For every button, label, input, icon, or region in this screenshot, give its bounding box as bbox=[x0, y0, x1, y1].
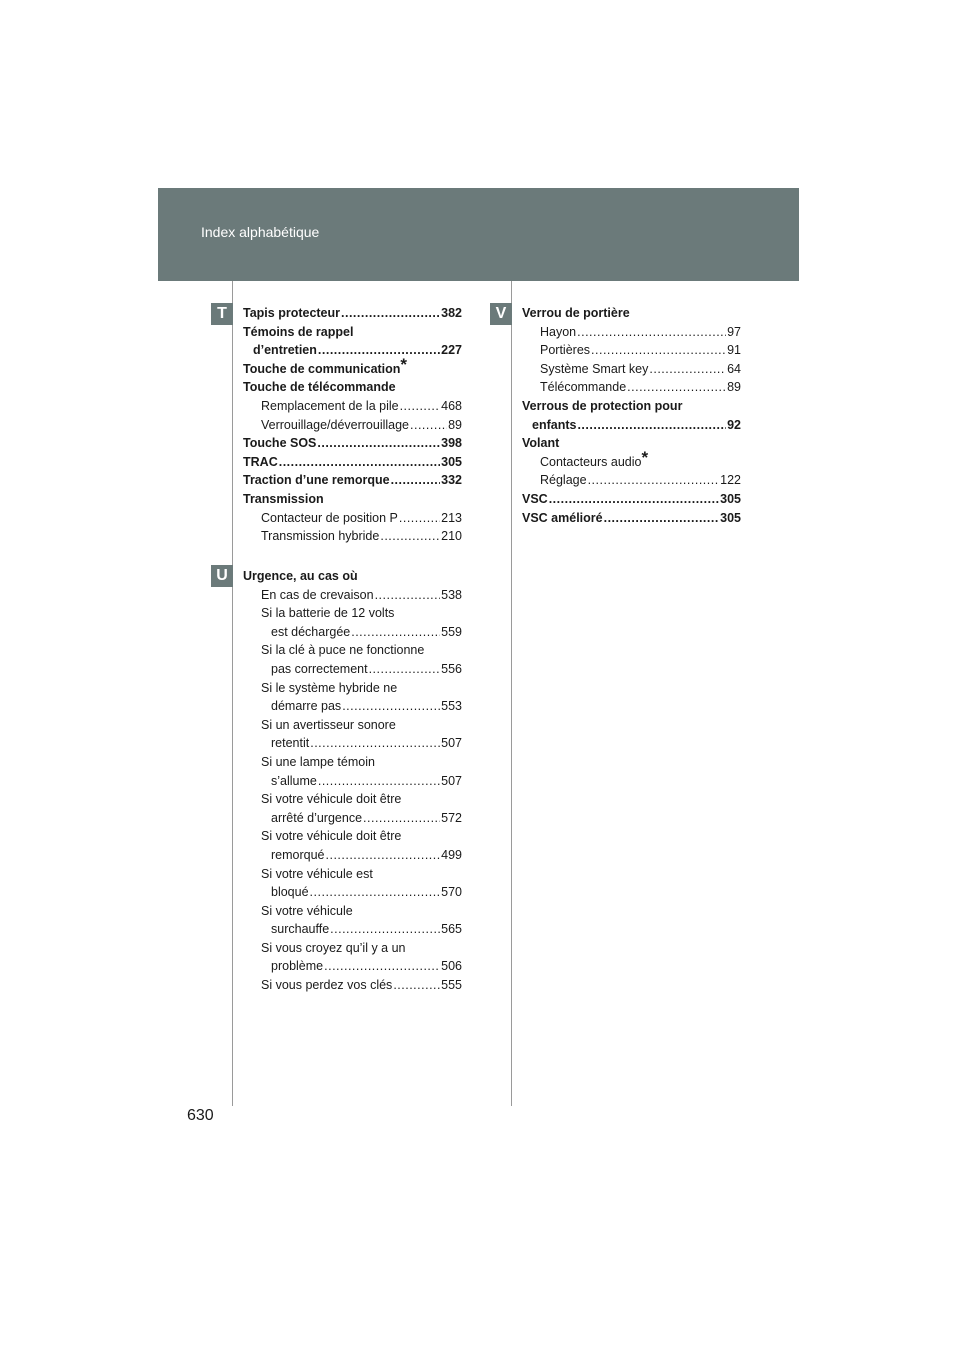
index-entry[interactable]: VSC ..... 305 bbox=[522, 490, 741, 509]
page-ref: 89 bbox=[727, 380, 741, 395]
page-ref: 64 bbox=[727, 361, 741, 376]
index-entry-heading: Transmission bbox=[243, 491, 324, 506]
index-entry-line: Témoins de rappel bbox=[243, 324, 354, 339]
index-entry-heading: Verrou de portière bbox=[522, 306, 630, 320]
index-subentry[interactable]: pas correctement ..... 556 bbox=[243, 660, 462, 679]
index-subentry[interactable]: retentit ..... 507 bbox=[243, 734, 462, 753]
index-subentry-line: Si votre véhicule doit être bbox=[261, 792, 402, 807]
index-subentry[interactable]: Réglage ..... 122 bbox=[522, 471, 741, 490]
letter-tab-t: T bbox=[211, 303, 233, 325]
page-ref: 92 bbox=[727, 417, 741, 432]
index-entry[interactable]: TRAC ..... 305 bbox=[243, 453, 462, 472]
index-subentry[interactable]: s’allume ..... 507 bbox=[243, 772, 462, 791]
page-ref: 332 bbox=[441, 473, 462, 488]
index-entry-line: Verrous de protection pour bbox=[522, 398, 683, 413]
page-ref: 538 bbox=[441, 587, 462, 602]
page-ref: 555 bbox=[441, 978, 462, 993]
index-subentry[interactable]: remorqué ..... 499 bbox=[243, 846, 462, 865]
index-entry[interactable]: Traction d’une remorque ..... 332 bbox=[243, 471, 462, 490]
letter-tab-v: V bbox=[490, 303, 512, 325]
index-subentry-line: Si la batterie de 12 volts bbox=[261, 606, 395, 621]
page-ref: 97 bbox=[727, 324, 741, 339]
page-ref: 506 bbox=[441, 959, 462, 974]
page-ref: 89 bbox=[448, 417, 462, 432]
index-entry[interactable]: VSC amélioré ..... 305 bbox=[522, 509, 741, 528]
page-ref: 507 bbox=[441, 773, 462, 788]
index-subentry[interactable]: Verrouillage/déverrouillage ..... 89 bbox=[243, 416, 462, 435]
index-column-left-t bbox=[243, 304, 462, 546]
header-band bbox=[158, 188, 799, 281]
index-subentry-heading: Contacteurs audio* bbox=[540, 447, 649, 469]
index-entry-heading: Touche de communication* bbox=[243, 354, 408, 376]
index-subentry[interactable]: bloqué ..... 570 bbox=[243, 883, 462, 902]
index-subentry[interactable]: problème ..... 506 bbox=[243, 957, 462, 976]
index-entry-heading: Volant bbox=[522, 436, 560, 451]
page-ref: 213 bbox=[441, 510, 462, 525]
index-subentry[interactable]: Remplacement de la pile ..... 468 bbox=[243, 397, 462, 416]
page-ref: 565 bbox=[441, 922, 462, 937]
page-ref: 305 bbox=[720, 510, 741, 525]
page-ref: 499 bbox=[441, 847, 462, 862]
asterisk-note: * bbox=[641, 447, 649, 467]
index-subentry-line: Si votre véhicule doit être bbox=[261, 829, 402, 844]
page-ref: 227 bbox=[441, 343, 462, 358]
column-divider-left bbox=[232, 281, 233, 1106]
index-subentry-line: Si une lampe témoin bbox=[261, 754, 375, 769]
index-entry[interactable]: d’entretien ..... 227 bbox=[243, 341, 462, 360]
page-ref: 556 bbox=[441, 661, 462, 676]
index-subentry[interactable]: démarre pas ..... 553 bbox=[243, 697, 462, 716]
index-subentry[interactable]: Hayon ..... 97 bbox=[522, 323, 741, 342]
index-subentry[interactable]: Système Smart key ..... 64 bbox=[522, 360, 741, 379]
page-ref: 468 bbox=[441, 398, 462, 413]
index-subentry-line: Si la clé à puce ne fonctionne bbox=[261, 643, 425, 658]
index-entry[interactable]: Tapis protecteur ..... 382 bbox=[243, 304, 462, 323]
header-title: Index alphabétique bbox=[201, 224, 320, 240]
asterisk-note: * bbox=[400, 354, 408, 374]
index-subentry[interactable]: surchauffe ..... 565 bbox=[243, 920, 462, 939]
index-column-left-u bbox=[243, 567, 462, 995]
page-ref: 305 bbox=[720, 491, 741, 506]
page-ref: 210 bbox=[441, 529, 462, 544]
index-subentry[interactable]: En cas de crevaison ..... 538 bbox=[243, 586, 462, 605]
page-ref: 507 bbox=[441, 736, 462, 751]
index-subentry[interactable]: Transmission hybride ..... 210 bbox=[243, 527, 462, 546]
page-ref: 382 bbox=[441, 306, 462, 320]
index-entry-heading: Touche de télécommande bbox=[243, 380, 396, 395]
page-ref: 305 bbox=[441, 454, 462, 469]
index-subentry-line: Si vous croyez qu’il y a un bbox=[261, 940, 406, 955]
index-subentry[interactable]: Portières ..... 91 bbox=[522, 341, 741, 360]
letter-tab-u: U bbox=[211, 565, 233, 587]
page-ref: 91 bbox=[727, 343, 741, 358]
index-subentry-line: Si votre véhicule est bbox=[261, 866, 373, 881]
column-divider-right bbox=[511, 281, 512, 1106]
index-subentry[interactable]: Télécommande ..... 89 bbox=[522, 378, 741, 397]
page-ref: 553 bbox=[441, 699, 462, 714]
index-subentry[interactable]: Contacteur de position P ..... 213 bbox=[243, 509, 462, 528]
index-subentry[interactable]: Si vous perdez vos clés ..... 555 bbox=[243, 976, 462, 995]
index-subentry-line: Si un avertisseur sonore bbox=[261, 717, 396, 732]
page-ref: 398 bbox=[441, 436, 462, 451]
index-column-right-v bbox=[522, 304, 741, 527]
page-ref: 122 bbox=[720, 473, 741, 488]
index-entry[interactable]: enfants ..... 92 bbox=[522, 416, 741, 435]
index-entry[interactable]: Touche SOS ..... 398 bbox=[243, 434, 462, 453]
page-number: 630 bbox=[187, 1107, 214, 1124]
index-entry-heading: Urgence, au cas où bbox=[243, 569, 358, 583]
page-ref: 559 bbox=[441, 624, 462, 639]
index-subentry-line: Si votre véhicule bbox=[261, 903, 353, 918]
index-subentry-line: Si le système hybride ne bbox=[261, 680, 398, 695]
page-ref: 572 bbox=[441, 810, 462, 825]
page-ref: 570 bbox=[441, 885, 462, 900]
index-subentry[interactable]: est déchargée ..... 559 bbox=[243, 623, 462, 642]
index-subentry[interactable]: arrêté d’urgence ..... 572 bbox=[243, 809, 462, 828]
